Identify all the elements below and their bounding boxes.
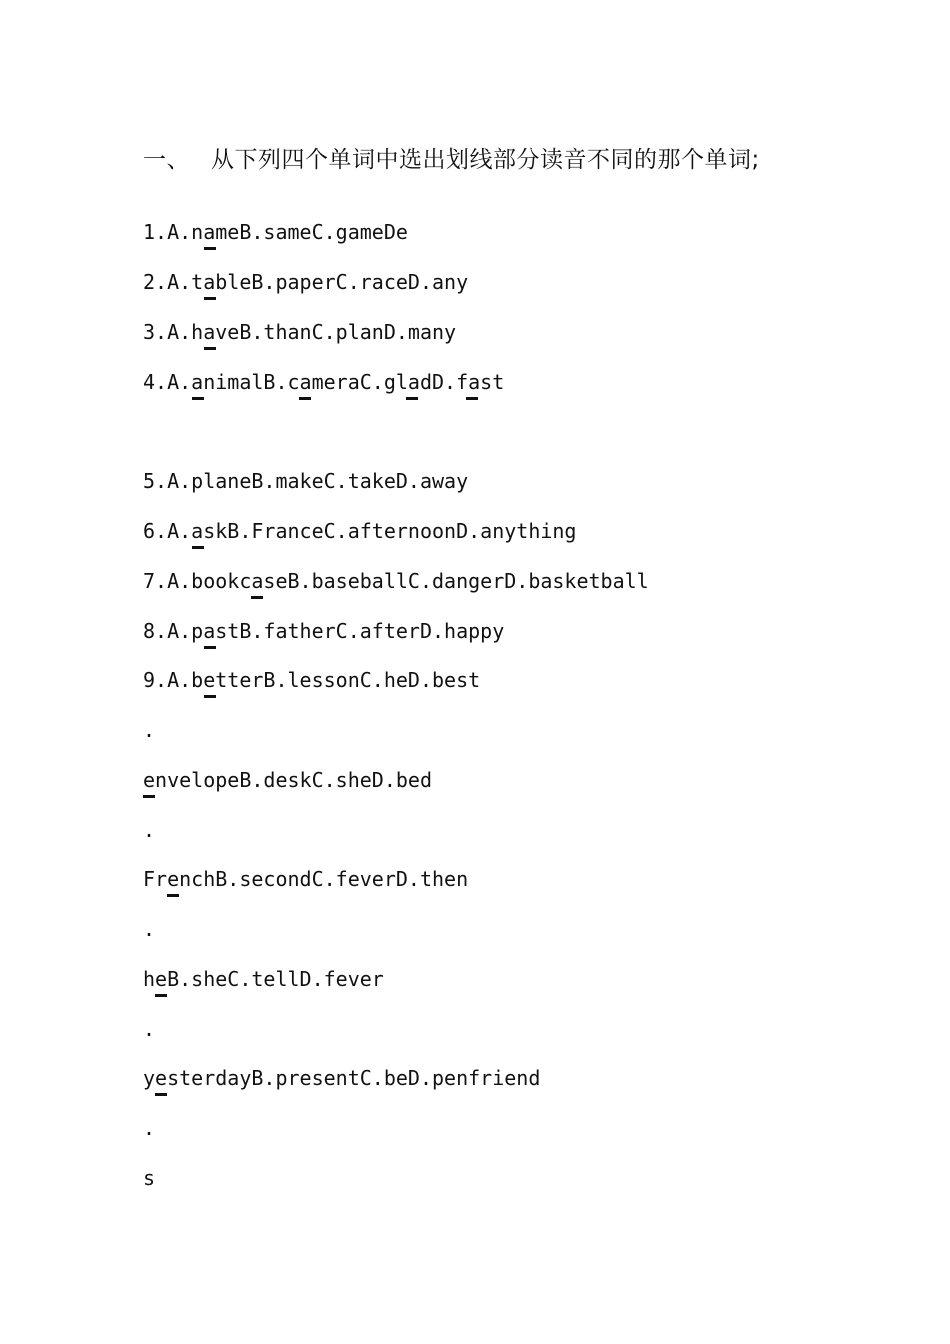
- underline-mark: [299, 397, 311, 400]
- question-line-12: heB.sheC.tellD.fever: [143, 967, 384, 991]
- question-number-dot: .: [143, 818, 156, 842]
- section-heading: [143, 141, 760, 174]
- question-line-2: 2.A.tableB.paperC.raceD.any: [143, 270, 469, 294]
- question-line-8: 8.A.pastB.fatherC.afterD.happy: [143, 619, 505, 643]
- section-instruction: 从下列四个单词中选出划线部分读音不同的那个单词;: [211, 147, 760, 173]
- underline-mark: [155, 1093, 167, 1096]
- question-line-11: FrenchB.secondC.feverD.then: [143, 867, 469, 891]
- question-line-6: 6.A.askB.FranceC.afternoonD.anything: [143, 519, 577, 543]
- question-line-4: 4.A.animalB.cameraC.gladD.fast: [143, 370, 505, 394]
- underline-mark: [204, 646, 216, 649]
- question-number-dot: .: [143, 1017, 156, 1041]
- section-number: 一、: [143, 147, 190, 173]
- underline-mark: [192, 546, 204, 549]
- question-number-dot: .: [143, 1116, 156, 1140]
- question-line-9: 9.A.betterB.lessonC.heD.best: [143, 668, 481, 692]
- question-line-5: 5.A.planeB.makeC.takeD.away: [143, 469, 469, 493]
- underline-mark: [204, 247, 216, 250]
- underline-mark: [204, 297, 216, 300]
- question-line-3: 3.A.haveB.thanC.planD.many: [143, 320, 457, 344]
- question-line-14: s: [143, 1166, 156, 1190]
- underline-mark: [466, 397, 478, 400]
- question-number-dot: .: [143, 718, 156, 742]
- underline-mark: [251, 596, 263, 599]
- question-line-10: envelopeB.deskC.sheD.bed: [143, 768, 432, 792]
- underline-mark: [204, 695, 216, 698]
- underline-mark: [167, 894, 179, 897]
- underline-mark: [143, 795, 155, 798]
- underline-mark: [192, 397, 204, 400]
- question-line-13: yesterdayB.presentC.beD.penfriend: [143, 1066, 541, 1090]
- question-number-dot: .: [143, 917, 156, 941]
- underline-mark: [155, 994, 167, 997]
- underline-mark: [406, 397, 418, 400]
- question-line-7: 7.A.bookcaseB.baseballC.dangerD.basketball: [143, 569, 649, 593]
- underline-mark: [204, 347, 216, 350]
- question-line-1: 1.A.nameB.sameC.gameDe: [143, 220, 408, 244]
